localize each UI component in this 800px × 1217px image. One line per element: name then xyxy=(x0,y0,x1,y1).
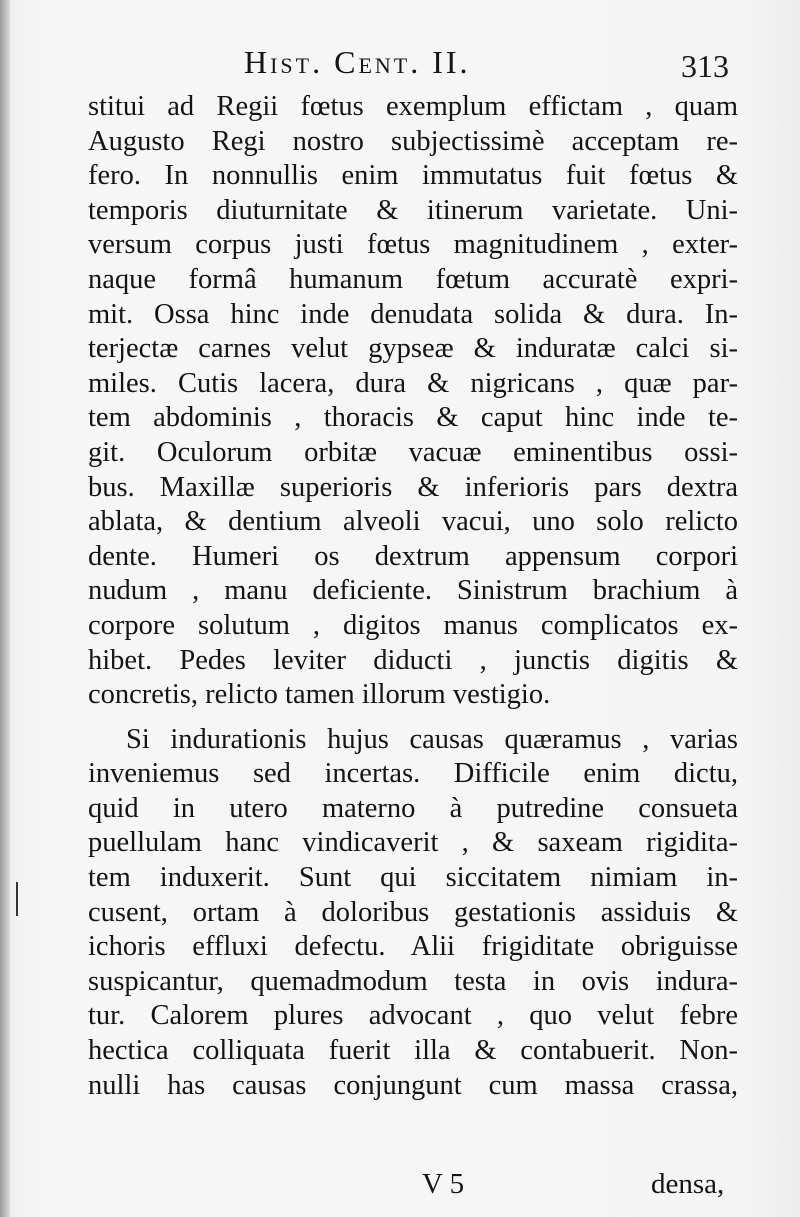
text-line: git. Oculorum orbitæ vacuæ eminentibus ossi- xyxy=(88,436,738,468)
text-line: stitui ad Regii fœtus exemplum effictam , quam xyxy=(88,91,738,122)
signature-mark: V 5 xyxy=(422,1168,465,1200)
catchword: densa, xyxy=(651,1168,725,1200)
text-line: bus. Maxillæ superioris & inferioris pars dextra xyxy=(88,471,738,503)
text-line: tem induxerit. Sunt qui siccitatem nimiam in- xyxy=(88,862,738,894)
page-gutter-shadow xyxy=(0,0,10,1217)
paragraph-2 xyxy=(88,723,738,1104)
text-line: nudum , manu deficiente. Sinistrum brachium à xyxy=(88,575,738,607)
text-line: versum corpus justi fœtus magnitudinem , exter- xyxy=(88,229,738,261)
text-line: corpore solutum , digitos manus complicatos ex- xyxy=(88,609,738,641)
text-line: terjectæ carnes velut gypseæ & induratæ calci si- xyxy=(88,333,738,365)
running-head: Hist. Cent. II. xyxy=(244,44,471,80)
text-line: hectica colliquata fuerit illa & contabuerit. Non- xyxy=(88,1035,738,1067)
paragraph-1 xyxy=(88,90,738,713)
text-line: ichoris effluxi defectu. Alii frigiditate obriguisse xyxy=(88,931,738,963)
page-header xyxy=(0,42,800,88)
text-line: nulli has causas conjungunt cum massa crassa, xyxy=(88,1069,738,1101)
text-line: concretis, relicto tamen illorum vestigio. xyxy=(88,679,551,711)
text-line: naque formâ humanum fœtum accuratè expri- xyxy=(88,263,738,295)
margin-mark xyxy=(16,882,18,916)
paragraph-gap xyxy=(88,713,738,723)
text-line: inveniemus sed incertas. Difficile enim dictu, xyxy=(88,758,738,790)
text-line: Augusto Regi nostro subjectissimè acceptam re- xyxy=(88,125,738,157)
text-line: temporis diuturnitate & itinerum varietate. Uni- xyxy=(88,194,738,226)
text-line: cusent, ortam à doloribus gestationis assiduis & xyxy=(88,896,738,928)
text-line: quid in utero materno à putredine consueta xyxy=(88,792,738,824)
text-line: hibet. Pedes leviter diducti , junctis digitis & xyxy=(88,644,738,676)
text-line: miles. Cutis lacera, dura & nigricans , quæ par- xyxy=(88,367,738,399)
text-block xyxy=(88,90,738,1103)
text-line: ablata, & dentium alveoli vacui, uno solo relicto xyxy=(88,506,738,538)
page-number: 313 xyxy=(681,48,729,84)
text-line: dente. Humeri os dextrum appensum corpori xyxy=(88,540,738,572)
text-line: tem abdominis , thoracis & caput hinc inde te- xyxy=(88,402,738,434)
text-line: fero. In nonnullis enim immutatus fuit fœtus & xyxy=(88,160,738,192)
text-line: Si indurationis hujus causas quæramus , varias xyxy=(126,723,738,755)
page-footer xyxy=(0,1164,800,1208)
text-line: tur. Calorem plures advocant , quo velut febre xyxy=(88,1000,738,1032)
text-line: puellulam hanc vindicaverit , & saxeam rigidita- xyxy=(88,827,738,859)
text-line: suspicantur, quemadmodum testa in ovis indura- xyxy=(88,965,738,997)
text-line: mit. Ossa hinc inde denudata solida & dura. In- xyxy=(88,298,738,330)
